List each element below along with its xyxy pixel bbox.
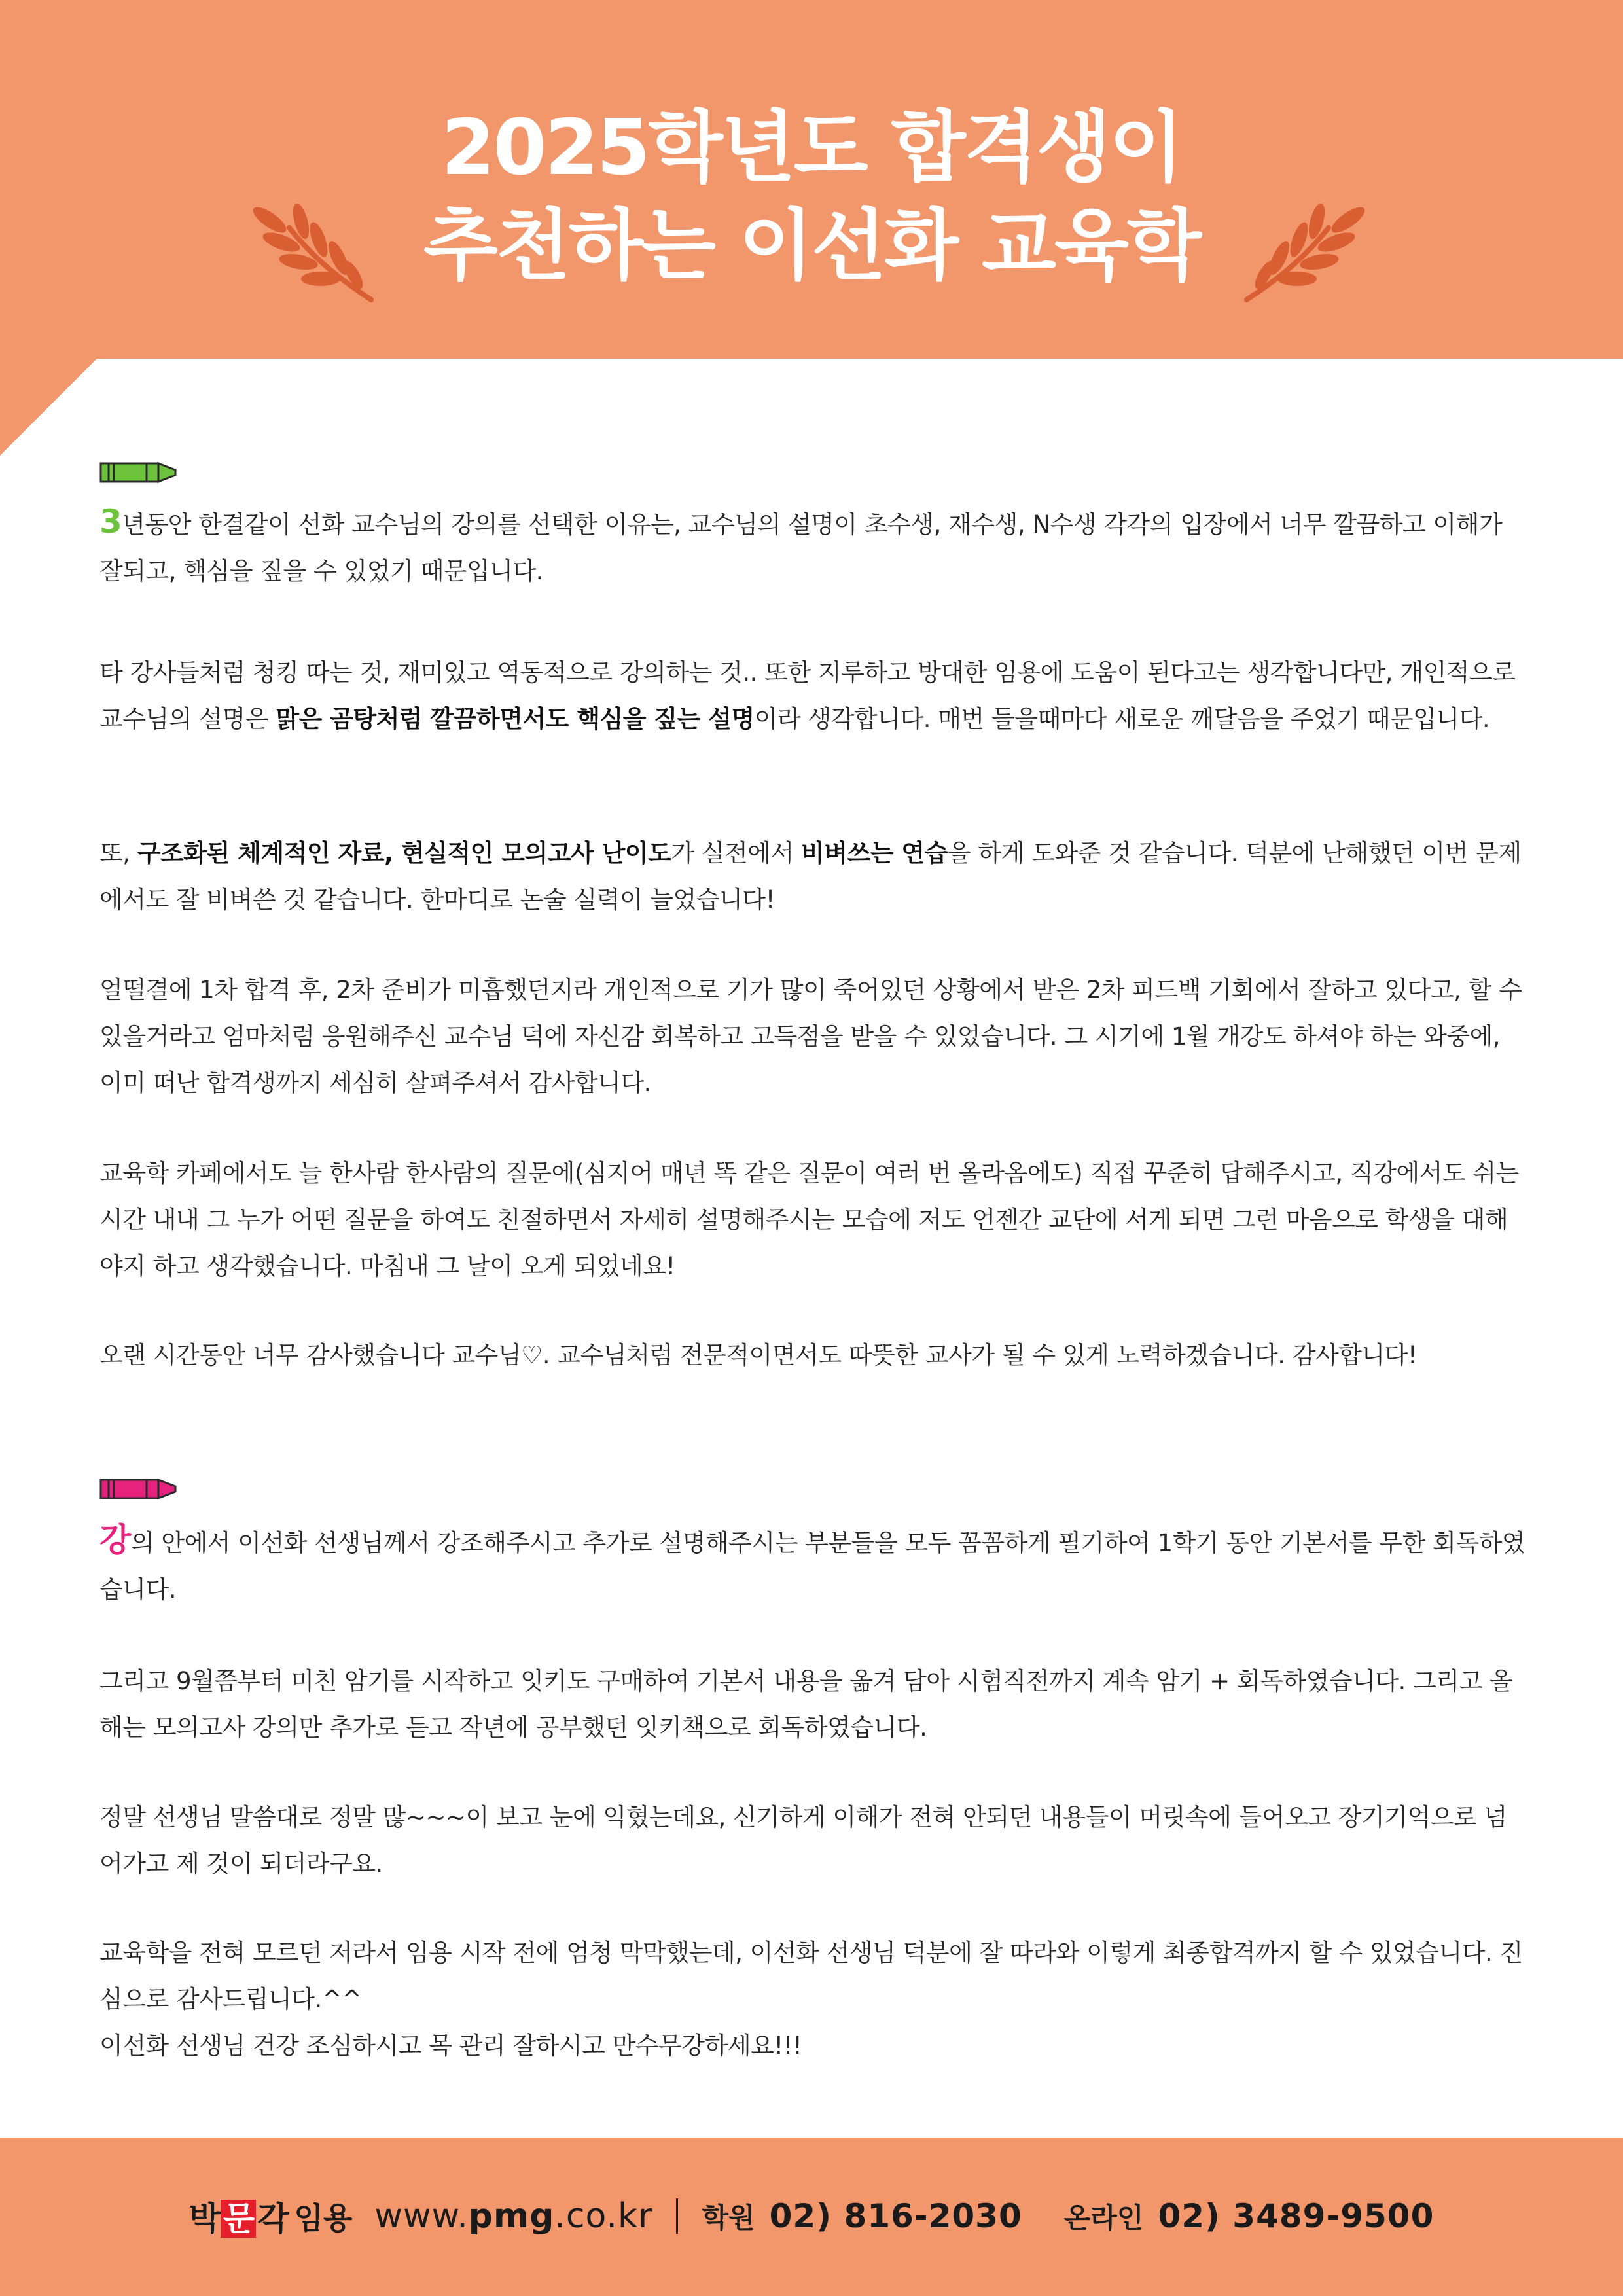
review1-p2-after: 이라 생각합니다. 매번 들을때마다 새로운 깨달음을 주었기 때문입니다. xyxy=(754,705,1490,733)
review1-initial: 3 xyxy=(99,503,122,541)
review2-initial: 강 xyxy=(99,1521,131,1559)
title-line-2: 추천하는 이선화 교육학 xyxy=(423,200,1200,291)
review1-p2-before: 타 강사들처럼 청킹 따는 것, 재미있고 역동적으로 강의하는 것.. 또한 지루하고 방대한 임용에 도움이 된다고는 생각합니다만, 개인적으로 교수님의 설명은 xyxy=(99,658,1516,733)
logo-subtitle: 임용 xyxy=(294,2200,353,2236)
logo-text-3: 각 xyxy=(257,2200,288,2238)
review1-paragraph-6: 오랜 시간동안 너무 감사했습니다 교수님♡. 교수님처럼 전문적이면서도 따뜻한 교사가 될 수 있게 노력하겠습니다. 감사합니다! xyxy=(99,1341,1418,1369)
url-domain: pmg xyxy=(468,2197,555,2236)
review1-paragraph-1-text: 년동안 한결같이 선화 교수님의 강의를 선택한 이유는, 교수님의 설명이 초수생, 재수생, N수생 각각의 입장에서 너무 깔끔하고 이해가 잘되고, 핵심을 짚을 수 있었기 때문입니다. xyxy=(99,511,1503,585)
review1-paragraph-2 xyxy=(99,649,1526,742)
academy-phone[interactable]: 02) 816-2030 xyxy=(769,2197,1022,2235)
online-label: 온라인 xyxy=(1063,2202,1144,2234)
url-prefix: www. xyxy=(374,2197,469,2236)
title-line-1: 2025학년도 합격생이 xyxy=(441,102,1182,192)
review2-paragraph-4 xyxy=(99,1929,1526,2069)
header-corner-decoration xyxy=(0,357,98,456)
page-title xyxy=(0,98,1623,295)
review1-p3-highlight-2: 비벼쓰는 연습 xyxy=(801,839,948,867)
logo-text-2: 문 xyxy=(221,2200,256,2238)
review1-paragraph-1 xyxy=(99,499,1526,594)
url-suffix: .co.kr xyxy=(554,2197,653,2236)
review1-p3-before: 또, xyxy=(99,839,137,867)
logo-text-1: 박 xyxy=(188,2200,219,2238)
review1-paragraph-3 xyxy=(99,830,1526,923)
review2-paragraph-3: 정말 선생님 말씀대로 정말 많~~~이 보고 눈에 익혔는데요, 신기하게 이해가 전혀 안되던 내용들이 머릿속에 들어오고 장기기억으로 넘어가고 제 것이 되더라구요. xyxy=(99,1803,1507,1878)
review2-paragraph-2: 그리고 9월쯤부터 미친 암기를 시작하고 잇키도 구매하여 기본서 내용을 옮겨 담아 시험직전까지 계속 암기 + 회독하였습니다. 그리고 올해는 모의고사 강의만 추가로 듣고 작년에 공부했던 잇키책으로 회독하였습니다. xyxy=(99,1667,1513,1742)
review2-paragraph-1-text: 의 안에서 이선화 선생님께서 강조해주시고 추가로 설명해주시는 부분들을 모두 꼼꼼하게 필기하여 1학기 동안 기본서를 무한 회독하였습니다. xyxy=(99,1529,1525,1604)
review2-p4-line-2: 이선화 선생님 건강 조심하시고 목 관리 잘하시고 만수무강하세요!!! xyxy=(99,2032,802,2060)
review1-p3-after: 을 하게 도와준 것 같습니다. 덕분에 난해했던 이번 문제에서도 잘 비벼쓴 것 같습니다. 한마디로 논술 실력이 늘었습니다! xyxy=(99,839,1522,914)
review1-p3-middle: 가 실전에서 xyxy=(671,839,802,867)
review1-p2-highlight: 맑은 곰탕처럼 깔끔하면서도 핵심을 짚는 설명 xyxy=(276,705,755,733)
pink-crayon-icon xyxy=(99,1478,178,1500)
review1-paragraph-4: 얼떨결에 1차 합격 후, 2차 준비가 미흡했던지라 개인적으로 기가 많이 죽어있던 상황에서 받은 2차 피드백 기회에서 잘하고 있다고, 할 수 있을거라고 엄마처럼 응원해주신 교수님 덕에 자신감 회복하고 고득점을 받을 수 있었습니다. 그 시기에 1월 개강도 하셔야 하는 와중에, 이미 떠난 합격생까지 세심히 살펴주셔서 감사합니다. xyxy=(99,976,1522,1097)
footer-contact-bar xyxy=(0,2183,1623,2249)
website-link[interactable] xyxy=(374,2197,652,2236)
review1-paragraph-5: 교육학 카페에서도 늘 한사람 한사람의 질문에(심지어 매년 똑 같은 질문이 여러 번 올라옴에도) 직접 꾸준히 답해주시고, 직강에서도 쉬는시간 내내 그 누가 어떤 질문을 하여도 친절하면서 자세히 설명해주시는 모습에 저도 언젠간 교단에 서게 되면 그런 마음으로 학생을 대해야지 하고 생각했습니다. 마침내 그 날이 오게 되었네요! xyxy=(99,1159,1519,1280)
review2-paragraph-1 xyxy=(99,1517,1526,1613)
online-phone[interactable]: 02) 3489-9500 xyxy=(1158,2197,1435,2235)
academy-label: 학원 xyxy=(702,2202,755,2234)
pmg-logo[interactable] xyxy=(189,2193,288,2240)
review1-p3-highlight-1: 구조화된 체계적인 자료, 현실적인 모의고사 난이도 xyxy=(137,839,671,867)
laurel-right-icon xyxy=(1237,202,1374,306)
green-crayon-icon xyxy=(99,461,178,484)
footer-divider xyxy=(676,2198,678,2234)
review2-p4-line-1: 교육학을 전혀 모르던 저라서 임용 시작 전에 엄청 막막했는데, 이선화 선생님 덕분에 잘 따라와 이렇게 최종합격까지 할 수 있었습니다. 진심으로 감사드립니다.^^ xyxy=(99,1939,1523,2013)
